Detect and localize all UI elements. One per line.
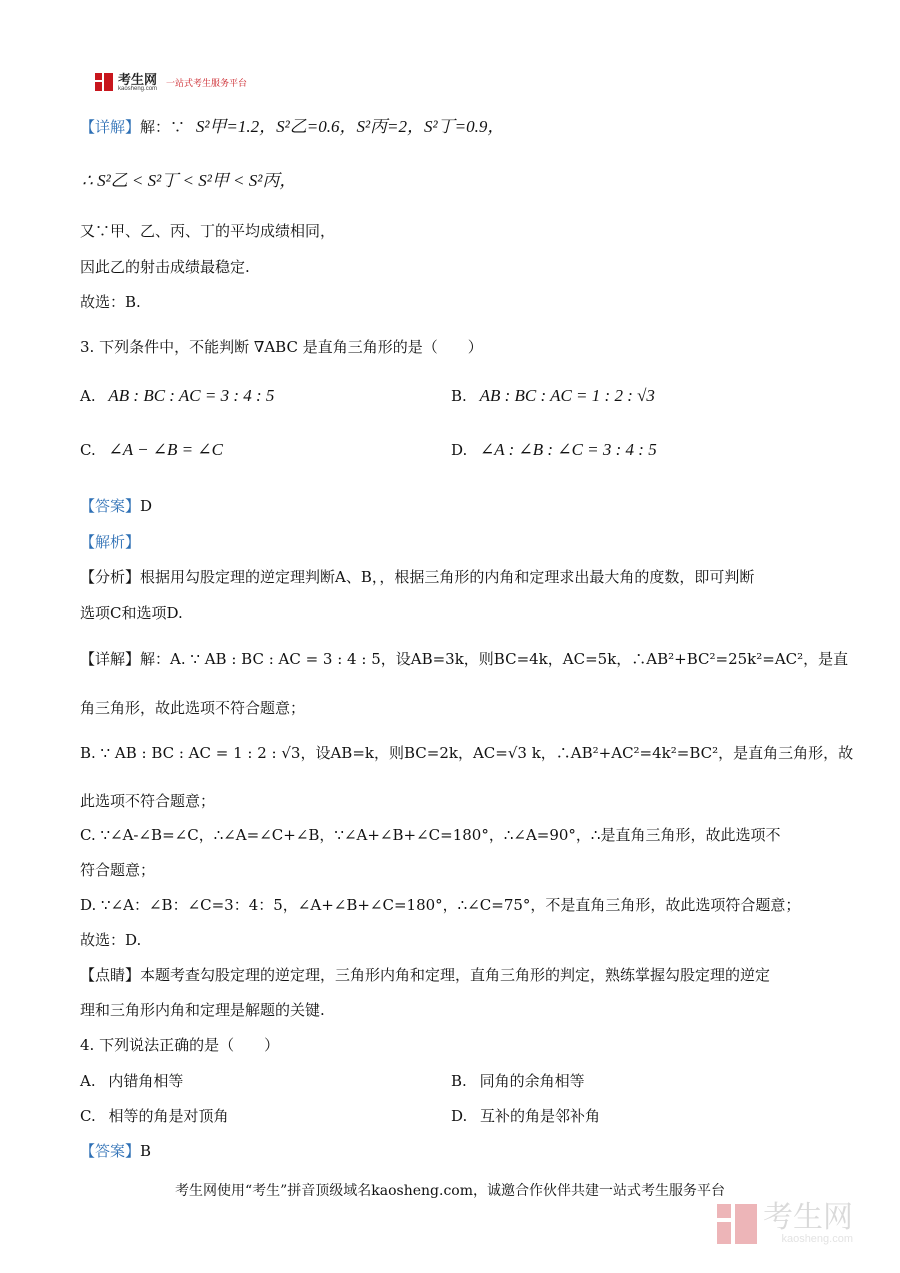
- answer-tag: 【答案】: [80, 497, 141, 515]
- q2-line5: 故选：B.: [80, 293, 141, 311]
- answer-value: D: [140, 497, 153, 515]
- option-label: D.: [451, 441, 468, 459]
- logo-slogan: 一站式考生服务平台: [166, 77, 248, 88]
- option-label: B.: [451, 1072, 467, 1090]
- q3-detail-a1: [80, 648, 848, 669]
- answer-value: B: [140, 1142, 152, 1160]
- site-logo: [95, 70, 247, 94]
- q3-stem: 3. 下列条件中，不能判断 ∇ABC 是直角三角形的是（ ）: [80, 338, 483, 356]
- q3-point-line2: 理和三角形内角和定理是解题的关键.: [80, 1001, 325, 1019]
- variance-values: S²甲=1.2，S²乙=0.6，S²丙=2，S²丁=0.9，: [195, 117, 505, 136]
- option-text: 同角的余角相等: [479, 1072, 585, 1090]
- watermark-domain: kaosheng.com: [781, 1233, 853, 1245]
- q2-line4: 因此乙的射击成绩最稳定.: [80, 258, 250, 276]
- option-label: A.: [80, 387, 96, 405]
- logo-domain: kaosheng.com: [118, 85, 158, 92]
- q4-option-d: [451, 1105, 600, 1126]
- logo-brand: 考生网: [118, 71, 158, 87]
- point-text: 本题考查勾股定理的逆定理，三角形内角和定理，直角三角形的判定，熟练掌握勾股定理的逆定: [140, 966, 771, 984]
- variance-order: ∴ S²乙 < S²丁 < S²甲 < S²丙，: [82, 171, 297, 190]
- q3-detail-a2: 角三角形，故此选项不符合题意；: [80, 699, 306, 717]
- point-tag: 【点睛】: [80, 966, 141, 984]
- watermark-logo-icon: [717, 1204, 757, 1244]
- option-label: C.: [80, 1107, 96, 1125]
- detail-tag: 【详解】: [80, 650, 141, 668]
- option-text: 相等的角是对顶角: [108, 1107, 229, 1125]
- logo-icon: [95, 73, 113, 91]
- q2-line3: 又∵甲、乙、丙、丁的平均成绩相同，: [80, 222, 336, 240]
- option-label: A.: [80, 1072, 96, 1090]
- q3-detail-d1: D. ∵∠A：∠B：∠C=3：4：5，∠A+∠B+∠C=180°，∴∠C=75°，不是直角三角形，故此选项符合题意；: [80, 896, 801, 914]
- q3-option-b: [451, 386, 655, 406]
- q3-detail-c1: C. ∵∠A-∠B=∠C，∴∠A=∠C+∠B，∵∠A+∠B+∠C=180°，∴∠A=90°，∴是直角三角形，故此选项不: [80, 826, 781, 844]
- q4-option-c: [80, 1105, 229, 1126]
- option-label: D.: [451, 1107, 468, 1125]
- q3-answer: [80, 495, 152, 516]
- answer-tag: 【答案】: [80, 1142, 141, 1160]
- q3-point-line1: [80, 964, 770, 985]
- q3-analysis-line1: [80, 566, 754, 587]
- q3-analysis-line2: 选项C和选项D.: [80, 604, 183, 622]
- q3-detail-b2: 此选项不符合题意；: [80, 792, 216, 810]
- q3-analysis-tag: 【解析】: [80, 533, 141, 551]
- q4-stem: 4. 下列说法正确的是（ ）: [80, 1036, 280, 1054]
- page-footer: 考生网使用“考生”拼音顶级域名kaosheng.com，诚邀合作伙伴共建一站式考生服务平台: [174, 1183, 726, 1199]
- q2-detail-line: [80, 112, 504, 137]
- q3-detail-b1: B. ∵ AB : BC : AC = 1 : 2 : √3，设AB=k，则BC=2k，AC=√3 k，∴AB²+AC²=4k²=BC²，是直角三角形，故: [80, 744, 854, 762]
- detail-tag: 【详解】: [80, 118, 141, 136]
- detail-lead: 解：∵: [140, 118, 186, 136]
- q3-option-a: [80, 386, 274, 406]
- option-expr: ∠A : ∠B : ∠C = 3 : 4 : 5: [480, 440, 657, 459]
- option-label: B.: [451, 387, 467, 405]
- option-text: 内错角相等: [108, 1072, 184, 1090]
- watermark-brand: 考生网: [763, 1201, 853, 1234]
- q3-detail-c2: 符合题意；: [80, 861, 156, 879]
- analysis-label: 【分析】: [80, 568, 141, 586]
- option-text: 互补的角是邻补角: [480, 1107, 601, 1125]
- option-label: C.: [80, 441, 96, 459]
- option-expr: AB : BC : AC = 1 : 2 : √3: [479, 386, 655, 405]
- watermark: [717, 1203, 853, 1245]
- option-expr: AB : BC : AC = 3 : 4 : 5: [108, 386, 275, 405]
- q4-option-a: [80, 1070, 183, 1091]
- detail-text: 解：A. ∵ AB : BC : AC = 3 : 4 : 5，设AB=3k，则BC=4k，AC=5k，∴AB²+BC²=25k²=AC²，是直: [140, 650, 849, 668]
- q3-option-d: [451, 440, 657, 460]
- q3-detail-d2: 故选：D.: [80, 931, 142, 949]
- q4-option-b: [451, 1070, 585, 1091]
- q3-option-c: [80, 440, 223, 460]
- analysis-text: 根据用勾股定理的逆定理判断A、B，，根据三角形的内角和定理求出最大角的度数，即可判断: [140, 568, 755, 586]
- option-expr: ∠A − ∠B = ∠C: [108, 440, 223, 459]
- q4-answer: [80, 1140, 151, 1161]
